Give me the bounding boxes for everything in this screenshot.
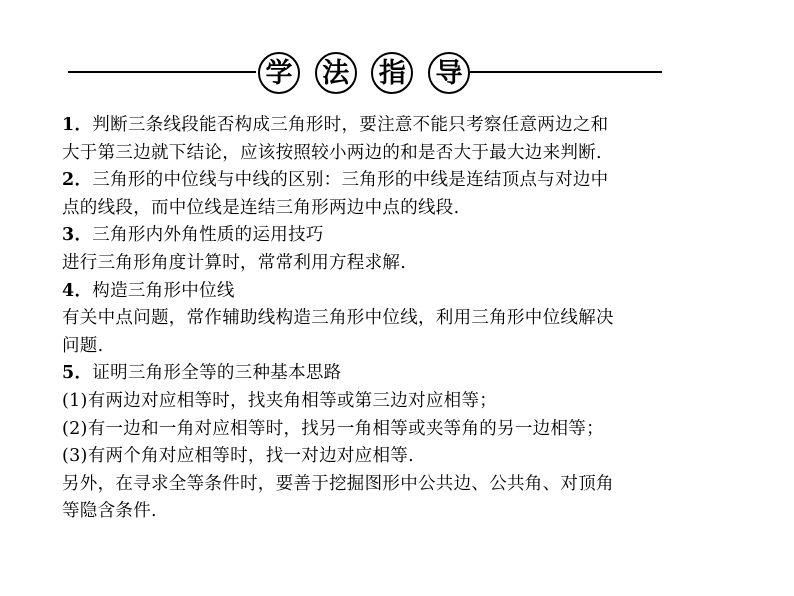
line-text: (2)有一边和一角对应相等时，找另一角相等或夹等角的另一边相等； [62,418,604,439]
title-char-circle: 指 [371,52,413,94]
header-rule-right [470,71,662,73]
line-text: 另外，在寻求全等条件时，要善于挖掘图形中公共边、公共角、对顶角 [62,473,614,494]
line-text: 大于第三边就下结论，应该按照较小两边的和是否大于最大边来判断. [62,142,602,163]
text-line [62,498,762,526]
text-line [62,333,762,361]
text-line [62,305,762,333]
line-text: 三角形的中位线与中线的区别：三角形的中线是连结顶点与对边中 [92,170,609,191]
item-number: 4． [62,280,93,301]
line-text: 进行三角形角度计算时，常常利用方程求解. [62,252,407,273]
item-number: 2． [62,170,93,191]
title-char-circle: 学 [258,52,300,94]
text-line [62,360,762,388]
text-line [62,167,762,195]
line-text: 三角形内外角性质的运用技巧 [92,225,324,246]
header-rule-left [68,71,256,73]
line-text: (3)有两个角对应相等时，找一对边对应相等. [62,446,414,467]
line-text: 有关中点问题，常作辅助线构造三角形中位线，利用三角形中位线解决 [62,308,614,329]
item-number: 1． [62,115,93,135]
line-text: 等隐含条件. [62,501,157,522]
study-guide-content [62,112,762,526]
text-line [62,443,762,471]
text-line [62,471,762,499]
section-header [0,50,794,102]
text-line [62,250,762,278]
line-text: 判断三条线段能否构成三角形时，要注意不能只考察任意两边之和 [92,115,609,135]
item-number: 5． [62,363,93,384]
line-text: 构造三角形中位线 [92,280,235,301]
title-char-circle: 法 [315,52,357,94]
text-line [62,416,762,444]
item-number: 3． [62,225,93,246]
text-line [62,388,762,416]
text-line [62,140,762,168]
line-text: (1)有两边对应相等时，找夹角相等或第三边对应相等； [62,390,498,411]
text-line [62,222,762,250]
line-text: 点的线段，而中位线是连结三角形两边中点的线段. [62,197,460,218]
line-text: 证明三角形全等的三种基本思路 [92,363,342,384]
section-title [258,50,470,96]
line-text: 问题. [62,335,104,356]
title-char-circle: 导 [428,52,470,94]
text-line [62,112,762,140]
text-line [62,278,762,306]
text-line [62,195,762,223]
